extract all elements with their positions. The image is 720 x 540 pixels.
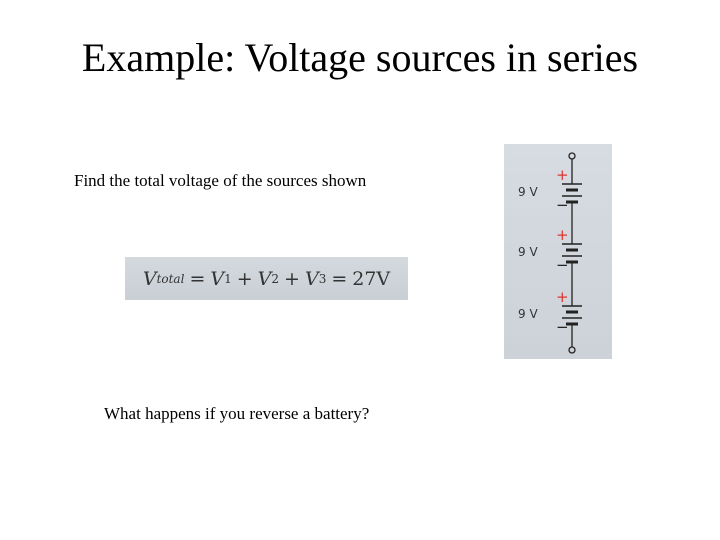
- eq-term-3-subscript: 3: [318, 271, 327, 286]
- battery-2-minus: −: [556, 256, 569, 274]
- eq-result: 27V: [352, 267, 391, 290]
- series-circuit-svg: [504, 144, 612, 359]
- eq-term-2-symbol: V: [257, 267, 272, 290]
- top-terminal: [569, 153, 575, 159]
- eq-plus-1: +: [236, 267, 253, 290]
- battery-2-plus: +: [556, 226, 569, 244]
- eq-term-3-symbol: V: [304, 267, 319, 290]
- reverse-battery-question: What happens if you reverse a battery?: [104, 404, 370, 423]
- eq-equals-2: =: [331, 267, 348, 290]
- problem-prompt: Find the total voltage of the sources shown: [74, 171, 367, 190]
- battery-1-label: 9 V: [518, 185, 538, 199]
- eq-term-1-symbol: V: [210, 267, 225, 290]
- battery-3-label: 9 V: [518, 307, 538, 321]
- battery-3-minus: −: [556, 318, 569, 336]
- eq-plus-2: +: [284, 267, 300, 290]
- battery-2-label: 9 V: [518, 245, 538, 259]
- total-voltage-equation: [125, 257, 408, 300]
- slide-title: Example: Voltage sources in series: [81, 35, 639, 80]
- bottom-terminal: [569, 347, 575, 353]
- eq-term-2-subscript: 2: [271, 271, 280, 286]
- series-battery-diagram: [504, 144, 612, 359]
- battery-1-plus: +: [556, 166, 569, 184]
- eq-lhs-symbol: V: [142, 267, 157, 290]
- eq-lhs-subscript: total: [156, 271, 185, 286]
- eq-term-1-subscript: 1: [224, 271, 232, 286]
- battery-3-plus: +: [556, 288, 569, 306]
- battery-1-minus: −: [556, 196, 569, 214]
- eq-equals: =: [189, 267, 206, 290]
